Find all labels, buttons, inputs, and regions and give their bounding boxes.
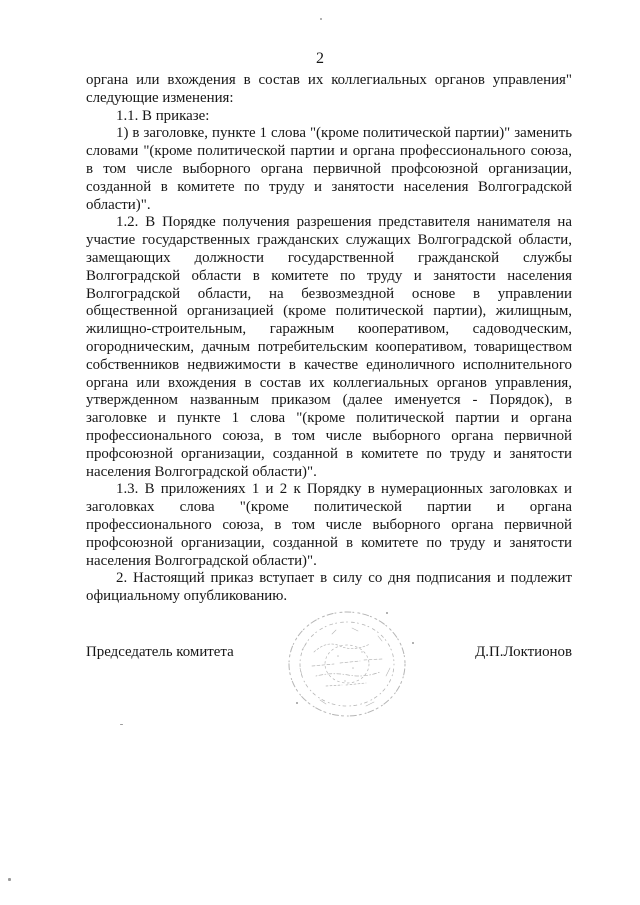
scan-speck	[386, 612, 388, 614]
scan-speck	[296, 702, 298, 704]
scan-speck	[412, 642, 414, 644]
paragraph-2: 2. Настоящий приказ вступает в силу со дня подписания и подлежит официальному опубликованию.	[86, 570, 572, 605]
scan-speck	[120, 724, 123, 725]
paragraph-1-1: 1.1. В приказе:	[116, 107, 210, 124]
page-number: 2	[316, 50, 324, 67]
official-seal-stamp	[282, 606, 412, 722]
scan-speck	[320, 18, 322, 20]
signer-name: Д.П.Локтионов	[475, 644, 572, 660]
scan-speck	[8, 878, 11, 881]
paragraph-intro: органа или вхождения в состав их коллегиальных органов управления" следующие изменения:	[86, 72, 572, 106]
signer-title: Председатель комитета	[86, 644, 234, 660]
document-body	[86, 72, 572, 606]
seal-icon	[282, 606, 412, 722]
paragraph-1-1-item-1: 1) в заголовке, пункте 1 слова "(кроме политической партии)" заменить словами "(кроме политической партии и органа профессионального союза, в том числе выборного органа первичной профсоюзной организации, созданной в комитете по труду и занятости населения Волгоградской области)".	[86, 125, 572, 213]
paragraph-1-2: 1.2. В Порядке получения разрешения представителя нанимателя на участие государственных гражданских служащих Волгоградской области, замещающих должности государственной гражданской службы Волгоградской области в комитете по труду и занятости населения Волгоградской области, на безвозмездной основе в управлении общественной организацией (кроме политической партии), жилищным, жилищно-строительным, гаражным кооперативом, садоводческим, огородническим, дачным потребительским кооперативом, товариществом собственников недвижимости в качестве единоличного исполнительного органа или вхождения в состав их коллегиальных органов управления, утвержденном названным приказом (далее именуется - Порядок), в заголовке и пункте 1 слова "(кроме политической партии и органа профессионального союза, в том числе выборного органа первичной профсоюзной организации, созданной в комитете по труду и занятости населения Волгоградской области)".	[86, 214, 572, 480]
paragraph-1-3: 1.3. В приложениях 1 и 2 к Порядку в нумерационных заголовках и заголовках слова "(кроме политической партии и органа профессионального союза, в том числе выборного органа первичной профсоюзной организации, созданной в комитете по труду и занятости населения Волгоградской области)".	[86, 481, 572, 569]
